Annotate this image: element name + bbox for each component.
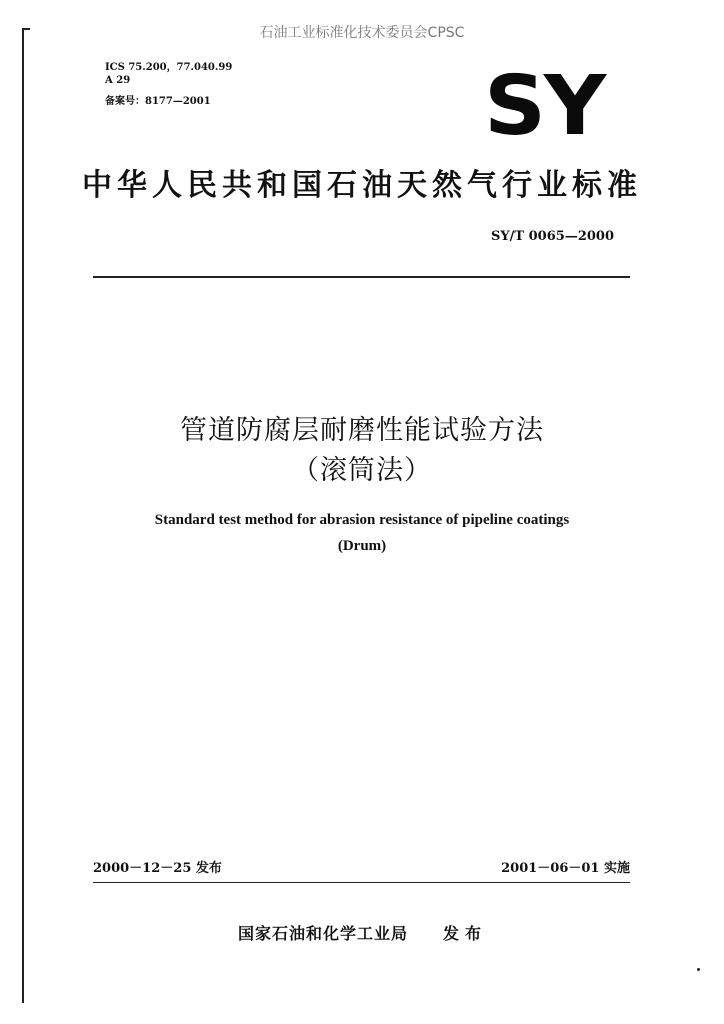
title-en-line2: (Drum) bbox=[337, 538, 387, 554]
title-cn-line2: （滚筒法） bbox=[292, 455, 432, 486]
issue-verb: 发布 bbox=[443, 924, 488, 943]
ccs-code: A 29 bbox=[105, 75, 131, 86]
footer-divider bbox=[93, 882, 630, 883]
issuer-name: 国家石油和化学工业局 bbox=[238, 924, 409, 943]
ics-code: ICS 75.200，77.040.99 bbox=[105, 62, 233, 73]
filing-number: 备案号：8177—2001 bbox=[105, 96, 211, 107]
implement-date: 2001－06－01 实施 bbox=[501, 861, 630, 876]
sy-logo: SY bbox=[484, 59, 605, 154]
standard-code: SY/T 0065—2000 bbox=[491, 229, 614, 244]
header-divider bbox=[93, 276, 630, 278]
national-standard-title: 中华人民共和国石油天然气行业标准 bbox=[82, 168, 642, 203]
title-cn-line1: 管道防腐层耐磨性能试验方法 bbox=[180, 415, 544, 446]
scan-speck bbox=[697, 968, 700, 971]
binding-edge-tick bbox=[22, 28, 30, 30]
title-en-line1: Standard test method for abrasion resistance of pipeline coatings bbox=[154, 512, 570, 528]
watermark-text: 石油工业标准化技术委员会CPSC bbox=[259, 25, 465, 41]
issue-date: 2000－12－25 发布 bbox=[93, 861, 222, 876]
